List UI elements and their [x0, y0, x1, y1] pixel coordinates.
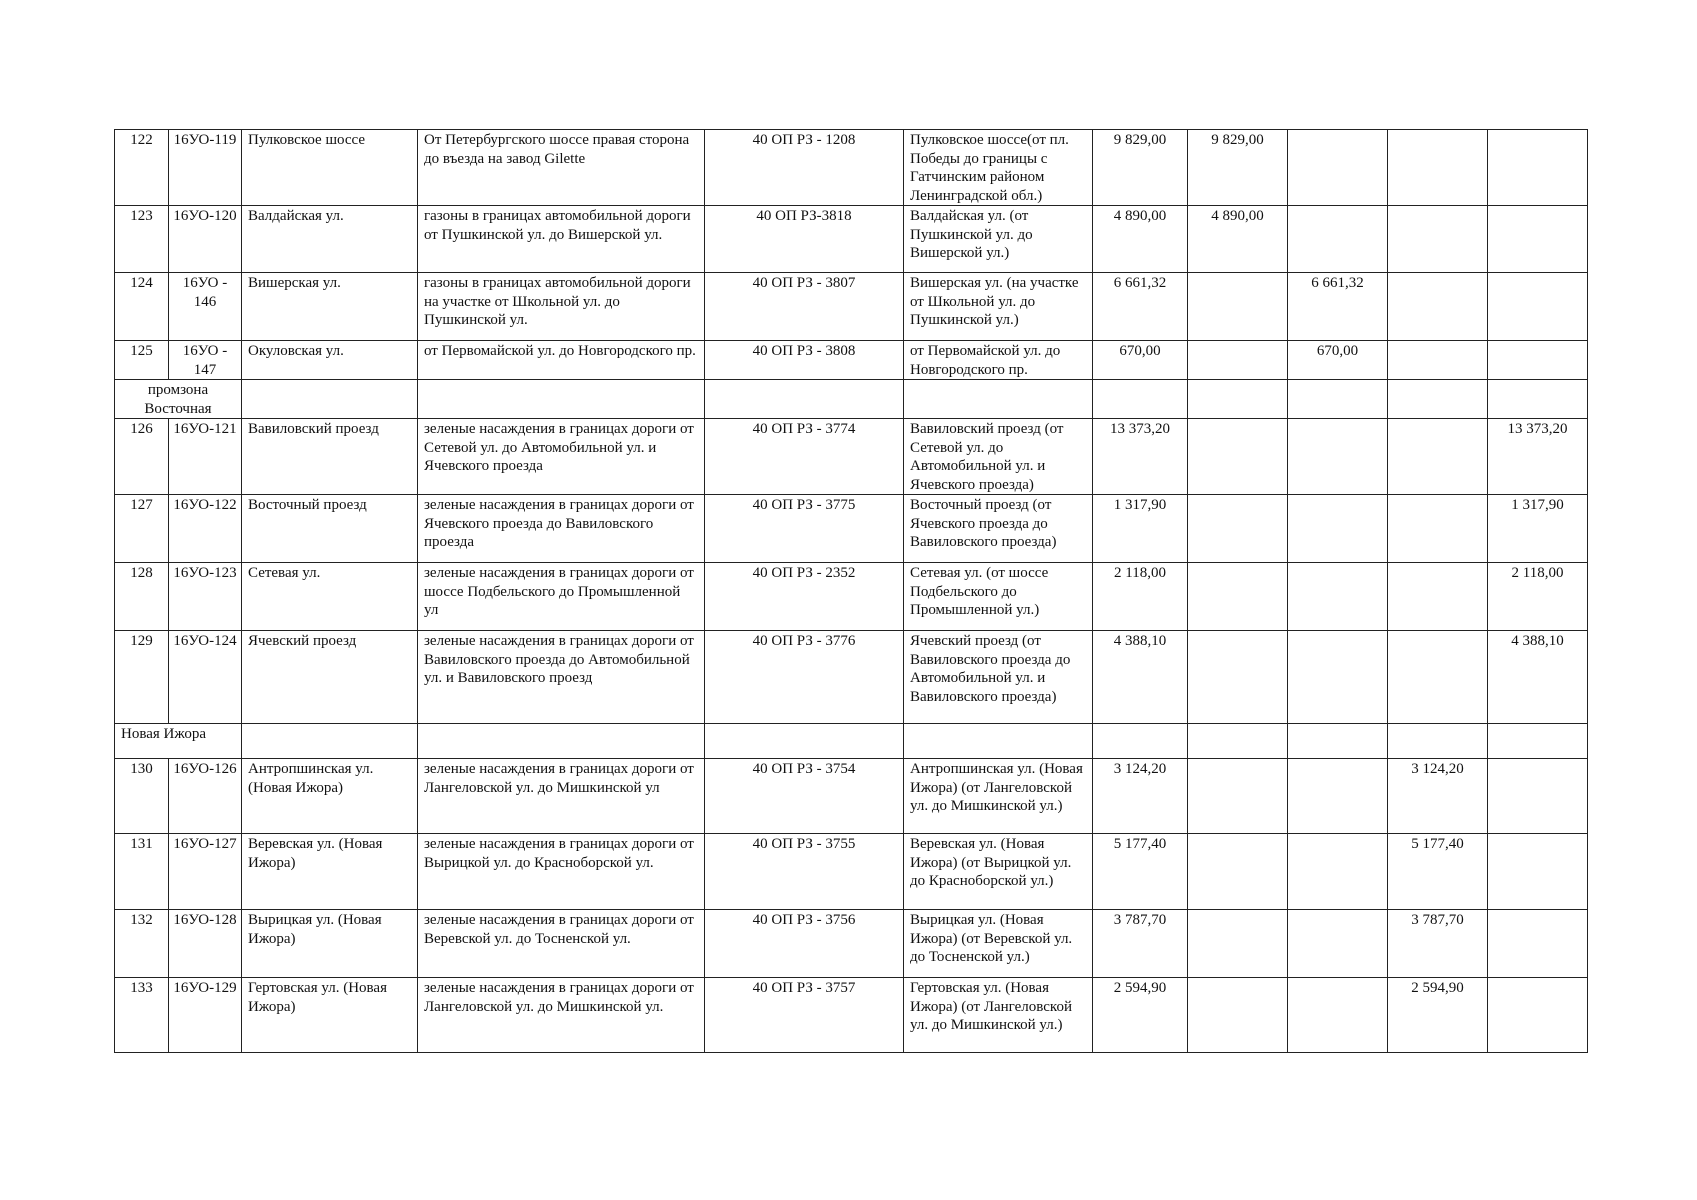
- area-cell: 9 829,00: [1093, 130, 1188, 206]
- street-cell: Вырицкая ул. (Новая Ижора): [242, 910, 418, 978]
- empty-cell: [705, 724, 904, 759]
- description-cell: газоны в границах автомобильной дороги на участке от Школьной ул. до Пушкинской ул.: [418, 273, 705, 341]
- road-id-cell: 40 ОП РЗ - 3807: [705, 273, 904, 341]
- row-number-cell: 127: [115, 495, 169, 563]
- description-cell: зеленые насаждения в границах дороги от Лангеловской ул. до Мишкинской ул.: [418, 978, 705, 1053]
- table-row: [115, 419, 1588, 495]
- empty-cell: [418, 724, 705, 759]
- object-code-cell: 16УО-120: [169, 206, 242, 273]
- amount-col-1-cell: [1188, 419, 1288, 495]
- amount-col-1-cell: [1188, 910, 1288, 978]
- empty-cell: [705, 380, 904, 419]
- empty-cell: [1093, 380, 1188, 419]
- description-cell: зеленые насаждения в границах дороги от шоссе Подбельского до Промышленной ул: [418, 563, 705, 631]
- table-row: [115, 130, 1588, 206]
- empty-cell: [904, 380, 1093, 419]
- amount-col-1-cell: [1188, 341, 1288, 380]
- amount-col-3-cell: 5 177,40: [1388, 834, 1488, 910]
- amount-col-1-cell: [1188, 759, 1288, 834]
- object-code-cell: 16УО-122: [169, 495, 242, 563]
- area-cell: 3 787,70: [1093, 910, 1188, 978]
- amount-col-3-cell: [1388, 341, 1488, 380]
- amount-col-4-cell: 1 317,90: [1488, 495, 1588, 563]
- description-cell: зеленые насаждения в границах дороги от Ячевского проезда до Вавиловского проезда: [418, 495, 705, 563]
- object-code-cell: 16УО-129: [169, 978, 242, 1053]
- road-name-cell: Антропшинская ул. (Новая Ижора) (от Лангеловской ул. до Мишкинской ул.): [904, 759, 1093, 834]
- area-cell: 2 594,90: [1093, 978, 1188, 1053]
- area-cell: 2 118,00: [1093, 563, 1188, 631]
- table-row: [115, 759, 1588, 834]
- amount-col-4-cell: [1488, 834, 1588, 910]
- amount-col-4-cell: [1488, 273, 1588, 341]
- object-code-cell: 16УО-128: [169, 910, 242, 978]
- row-number-cell: 126: [115, 419, 169, 495]
- amount-col-1-cell: [1188, 978, 1288, 1053]
- object-code-cell: 16УО-119: [169, 130, 242, 206]
- area-cell: 4 388,10: [1093, 631, 1188, 724]
- object-code-cell: 16УО - 146: [169, 273, 242, 341]
- road-id-cell: 40 ОП РЗ - 3774: [705, 419, 904, 495]
- road-name-cell: от Первомайской ул. до Новгородского пр.: [904, 341, 1093, 380]
- empty-cell: [1388, 380, 1488, 419]
- amount-col-4-cell: [1488, 130, 1588, 206]
- road-name-cell: Ячевский проезд (от Вавиловского проезда до Автомобильной ул. и Вавиловского проезда): [904, 631, 1093, 724]
- section-row: [115, 380, 1588, 419]
- street-cell: Веревская ул. (Новая Ижора): [242, 834, 418, 910]
- empty-cell: [904, 724, 1093, 759]
- row-number-cell: 124: [115, 273, 169, 341]
- road-id-cell: 40 ОП РЗ - 2352: [705, 563, 904, 631]
- amount-col-2-cell: [1288, 130, 1388, 206]
- object-code-cell: 16УО-123: [169, 563, 242, 631]
- amount-col-4-cell: 4 388,10: [1488, 631, 1588, 724]
- object-code-cell: 16УО-124: [169, 631, 242, 724]
- empty-cell: [418, 380, 705, 419]
- table-row: [115, 341, 1588, 380]
- road-name-cell: Пулковское шоссе(от пл. Победы до границы с Гатчинским районом Ленинградской обл.): [904, 130, 1093, 206]
- section-title: промзона Восточная: [115, 380, 242, 419]
- empty-cell: [1288, 380, 1388, 419]
- table-row: [115, 563, 1588, 631]
- amount-col-1-cell: [1188, 834, 1288, 910]
- amount-col-2-cell: [1288, 495, 1388, 563]
- amount-col-1-cell: [1188, 273, 1288, 341]
- empty-cell: [242, 380, 418, 419]
- amount-col-2-cell: [1288, 631, 1388, 724]
- table-row: [115, 834, 1588, 910]
- description-cell: зеленые насаждения в границах дороги от Вырицкой ул. до Красноборской ул.: [418, 834, 705, 910]
- amount-col-4-cell: [1488, 341, 1588, 380]
- amount-col-3-cell: 3 787,70: [1388, 910, 1488, 978]
- road-id-cell: 40 ОП РЗ - 3756: [705, 910, 904, 978]
- table-row: [115, 273, 1588, 341]
- street-cell: Окуловская ул.: [242, 341, 418, 380]
- amount-col-2-cell: [1288, 910, 1388, 978]
- road-name-cell: Вырицкая ул. (Новая Ижора) (от Веревской ул. до Тосненской ул.): [904, 910, 1093, 978]
- description-cell: зеленые насаждения в границах дороги от Веревской ул. до Тосненской ул.: [418, 910, 705, 978]
- table-row: [115, 495, 1588, 563]
- row-number-cell: 128: [115, 563, 169, 631]
- amount-col-4-cell: [1488, 978, 1588, 1053]
- street-cell: Пулковское шоссе: [242, 130, 418, 206]
- road-name-cell: Восточный проезд (от Ячевского проезда до Вавиловского проезда): [904, 495, 1093, 563]
- road-id-cell: 40 ОП РЗ-3818: [705, 206, 904, 273]
- amount-col-3-cell: [1388, 206, 1488, 273]
- street-cell: Сетевая ул.: [242, 563, 418, 631]
- amount-col-2-cell: [1288, 978, 1388, 1053]
- object-code-cell: 16УО-127: [169, 834, 242, 910]
- road-id-cell: 40 ОП РЗ - 3775: [705, 495, 904, 563]
- empty-cell: [1188, 380, 1288, 419]
- amount-col-2-cell: [1288, 563, 1388, 631]
- area-cell: 5 177,40: [1093, 834, 1188, 910]
- description-cell: зеленые насаждения в границах дороги от Лангеловской ул. до Мишкинской ул: [418, 759, 705, 834]
- description-cell: От Петербургского шоссе правая сторона до въезда на завод Gilette: [418, 130, 705, 206]
- street-cell: Вишерская ул.: [242, 273, 418, 341]
- amount-col-2-cell: [1288, 419, 1388, 495]
- street-cell: Ячевский проезд: [242, 631, 418, 724]
- object-code-cell: 16УО-121: [169, 419, 242, 495]
- row-number-cell: 132: [115, 910, 169, 978]
- row-number-cell: 125: [115, 341, 169, 380]
- amount-col-4-cell: [1488, 759, 1588, 834]
- amount-col-4-cell: 2 118,00: [1488, 563, 1588, 631]
- amount-col-1-cell: [1188, 563, 1288, 631]
- empty-cell: [1488, 380, 1588, 419]
- street-cell: Антропшинская ул. (Новая Ижора): [242, 759, 418, 834]
- road-id-cell: 40 ОП РЗ - 1208: [705, 130, 904, 206]
- amount-col-3-cell: [1388, 130, 1488, 206]
- street-cell: Восточный проезд: [242, 495, 418, 563]
- table-row: [115, 631, 1588, 724]
- road-id-cell: 40 ОП РЗ - 3776: [705, 631, 904, 724]
- amount-col-1-cell: 4 890,00: [1188, 206, 1288, 273]
- amount-col-3-cell: [1388, 563, 1488, 631]
- row-number-cell: 123: [115, 206, 169, 273]
- amount-col-2-cell: 6 661,32: [1288, 273, 1388, 341]
- object-code-cell: 16УО - 147: [169, 341, 242, 380]
- road-id-cell: 40 ОП РЗ - 3757: [705, 978, 904, 1053]
- amount-col-3-cell: [1388, 273, 1488, 341]
- amount-col-4-cell: [1488, 910, 1588, 978]
- area-cell: 3 124,20: [1093, 759, 1188, 834]
- description-cell: зеленые насаждения в границах дороги от Вавиловского проезда до Автомобильной ул. и Вавиловского проезд: [418, 631, 705, 724]
- description-cell: газоны в границах автомобильной дороги от Пушкинской ул. до Вишерской ул.: [418, 206, 705, 273]
- row-number-cell: 130: [115, 759, 169, 834]
- object-code-cell: 16УО-126: [169, 759, 242, 834]
- area-cell: 670,00: [1093, 341, 1188, 380]
- road-id-cell: 40 ОП РЗ - 3808: [705, 341, 904, 380]
- area-cell: 4 890,00: [1093, 206, 1188, 273]
- row-number-cell: 133: [115, 978, 169, 1053]
- table-row: [115, 978, 1588, 1053]
- amount-col-2-cell: [1288, 759, 1388, 834]
- road-name-cell: Валдайская ул. (от Пушкинской ул. до Вишерской ул.): [904, 206, 1093, 273]
- area-cell: 1 317,90: [1093, 495, 1188, 563]
- road-name-cell: Гертовская ул. (Новая Ижора) (от Лангеловской ул. до Мишкинской ул.): [904, 978, 1093, 1053]
- amount-col-2-cell: 670,00: [1288, 341, 1388, 380]
- amount-col-4-cell: [1488, 206, 1588, 273]
- amount-col-2-cell: [1288, 834, 1388, 910]
- empty-cell: [1388, 724, 1488, 759]
- street-cell: Гертовская ул. (Новая Ижора): [242, 978, 418, 1053]
- empty-cell: [1093, 724, 1188, 759]
- section-row: [115, 724, 1588, 759]
- row-number-cell: 129: [115, 631, 169, 724]
- amount-col-3-cell: 3 124,20: [1388, 759, 1488, 834]
- road-name-cell: Вишерская ул. (на участке от Школьной ул. до Пушкинской ул.): [904, 273, 1093, 341]
- empty-cell: [1188, 724, 1288, 759]
- road-name-cell: Вавиловский проезд (от Сетевой ул. до Автомобильной ул. и Ячевского проезда): [904, 419, 1093, 495]
- amount-col-1-cell: [1188, 631, 1288, 724]
- amount-col-3-cell: [1388, 419, 1488, 495]
- empty-cell: [1288, 724, 1388, 759]
- description-cell: зеленые насаждения в границах дороги от Сетевой ул. до Автомобильной ул. и Ячевского проезда: [418, 419, 705, 495]
- description-cell: от Первомайской ул. до Новгородского пр.: [418, 341, 705, 380]
- section-title: Новая Ижора: [115, 724, 242, 759]
- area-cell: 6 661,32: [1093, 273, 1188, 341]
- area-cell: 13 373,20: [1093, 419, 1188, 495]
- road-id-cell: 40 ОП РЗ - 3755: [705, 834, 904, 910]
- amount-col-2-cell: [1288, 206, 1388, 273]
- street-cell: Валдайская ул.: [242, 206, 418, 273]
- amount-col-4-cell: 13 373,20: [1488, 419, 1588, 495]
- green-areas-table: [114, 129, 1588, 1053]
- amount-col-3-cell: [1388, 495, 1488, 563]
- street-cell: Вавиловский проезд: [242, 419, 418, 495]
- row-number-cell: 122: [115, 130, 169, 206]
- table-row: [115, 910, 1588, 978]
- road-id-cell: 40 ОП РЗ - 3754: [705, 759, 904, 834]
- road-name-cell: Сетевая ул. (от шоссе Подбельского до Промышленной ул.): [904, 563, 1093, 631]
- amount-col-3-cell: [1388, 631, 1488, 724]
- row-number-cell: 131: [115, 834, 169, 910]
- empty-cell: [1488, 724, 1588, 759]
- amount-col-3-cell: 2 594,90: [1388, 978, 1488, 1053]
- empty-cell: [242, 724, 418, 759]
- table-row: [115, 206, 1588, 273]
- amount-col-1-cell: 9 829,00: [1188, 130, 1288, 206]
- road-name-cell: Веревская ул. (Новая Ижора) (от Вырицкой ул. до Красноборской ул.): [904, 834, 1093, 910]
- amount-col-1-cell: [1188, 495, 1288, 563]
